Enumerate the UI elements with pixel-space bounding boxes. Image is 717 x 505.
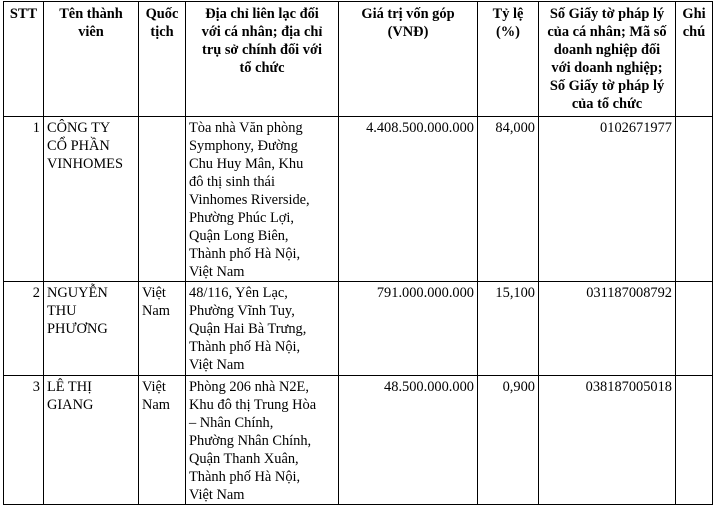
member-capital-table-container: [3, 1, 713, 505]
cell-line: LÊ THỊ: [47, 379, 92, 395]
header-line: của cá nhân; Mã số: [547, 24, 667, 40]
cell-line: Quận Long Biên,: [189, 228, 289, 244]
cell-member-name: [44, 282, 139, 376]
cell-line: Phường Vĩnh Tuy,: [189, 303, 295, 319]
header-line: với doanh nghiệp;: [551, 60, 663, 76]
header-capital: [339, 2, 478, 117]
cell-line: Phường Phúc Lợi,: [189, 210, 294, 226]
header-line: viên: [78, 24, 104, 40]
header-line: tổ chức: [239, 60, 285, 76]
header-legal-id: [539, 2, 676, 117]
header-line: Số Giấy tờ pháp lý: [549, 6, 665, 22]
cell-line: Quận Hai Bà Trưng,: [189, 321, 307, 337]
cell-stt: 2: [4, 282, 44, 376]
cell-line: Thành phố Hà Nội,: [189, 246, 301, 262]
cell-line: Thành phố Hà Nội,: [189, 339, 301, 355]
cell-ratio: 84,000: [478, 117, 539, 282]
cell-line: Việt Nam: [189, 487, 245, 503]
cell-line: Thành phố Hà Nội,: [189, 469, 301, 485]
cell-line: PHƯƠNG: [47, 321, 108, 337]
cell-line: CÔNG TY: [47, 120, 111, 136]
header-line: Địa chỉ liên lạc đối: [205, 6, 319, 22]
cell-line: THU: [47, 303, 77, 319]
cell-line: Phường Nhân Chính,: [189, 433, 312, 449]
cell-legal-id: 038187005018: [539, 376, 676, 505]
cell-capital: 791.000.000.000: [339, 282, 478, 376]
member-capital-table: [3, 1, 713, 505]
cell-ratio: 0,900: [478, 376, 539, 505]
header-line: với cá nhân; địa chỉ: [201, 24, 323, 40]
cell-stt: 3: [4, 376, 44, 505]
cell-line: Việt Nam: [189, 264, 245, 280]
cell-nationality: [139, 282, 186, 376]
header-member-name: [44, 2, 139, 117]
header-note: [676, 2, 713, 117]
cell-line: CỔ PHẦN: [47, 138, 110, 154]
cell-note: [676, 117, 713, 282]
cell-note: [676, 282, 713, 376]
header-line: Giá trị vốn góp: [361, 6, 455, 22]
cell-line: Phòng 206 nhà N2E,: [189, 379, 309, 395]
cell-line: Nam: [142, 397, 170, 413]
cell-line: NGUYỄN: [47, 285, 108, 301]
header-line: (VNĐ): [387, 24, 429, 40]
cell-line: Nam: [142, 303, 170, 319]
cell-line: Quận Thanh Xuân,: [189, 451, 299, 467]
header-ratio: [478, 2, 539, 117]
cell-nationality: [139, 117, 186, 282]
cell-note: [676, 376, 713, 505]
header-line: của tổ chức: [571, 96, 643, 112]
cell-line: VINHOMES: [47, 156, 123, 172]
cell-line: Vinhomes Riverside,: [189, 192, 310, 208]
cell-line: Việt: [142, 379, 166, 395]
cell-line: Tòa nhà Văn phòng: [189, 120, 303, 136]
cell-line: 48/116, Yên Lạc,: [189, 285, 288, 301]
cell-capital: 48.500.000.000: [339, 376, 478, 505]
table-row: [4, 282, 713, 376]
cell-member-name: [44, 117, 139, 282]
header-address: [186, 2, 339, 117]
cell-line: đô thị sinh thái: [189, 174, 275, 190]
cell-line: Chu Huy Mân, Khu: [189, 156, 304, 172]
cell-nationality: [139, 376, 186, 505]
table-row: [4, 376, 713, 505]
header-line: chú: [682, 24, 706, 40]
header-nationality: [139, 2, 186, 117]
header-line: Ghi: [682, 6, 706, 22]
cell-line: Việt: [142, 285, 166, 301]
cell-ratio: 15,100: [478, 282, 539, 376]
cell-legal-id: 031187008792: [539, 282, 676, 376]
cell-line: – Nhân Chính,: [189, 415, 274, 431]
cell-capital: 4.408.500.000.000: [339, 117, 478, 282]
cell-address: [186, 117, 339, 282]
header-stt-text: STT: [9, 6, 38, 22]
header-line: (%): [496, 24, 520, 40]
cell-line: GIANG: [47, 397, 94, 413]
table-row: [4, 117, 713, 282]
cell-legal-id: 0102671977: [539, 117, 676, 282]
header-line: doanh nghiệp đối: [553, 42, 661, 58]
cell-line: Khu đô thị Trung Hòa: [189, 397, 317, 413]
header-line: tịch: [150, 24, 174, 40]
header-line: trụ sở chính đối với: [202, 42, 322, 58]
header-line: Số Giấy tờ pháp lý: [549, 78, 665, 94]
cell-address: [186, 376, 339, 505]
header-line: Tỷ lệ: [492, 6, 524, 22]
cell-line: Symphony, Đường: [189, 138, 298, 154]
table-header-row: [4, 2, 713, 117]
cell-member-name: [44, 376, 139, 505]
header-line: Tên thành: [59, 6, 123, 22]
cell-line: Việt Nam: [189, 357, 245, 373]
cell-address: [186, 282, 339, 376]
cell-stt: 1: [4, 117, 44, 282]
header-line: Quốc: [145, 6, 179, 22]
header-stt: [4, 2, 44, 117]
